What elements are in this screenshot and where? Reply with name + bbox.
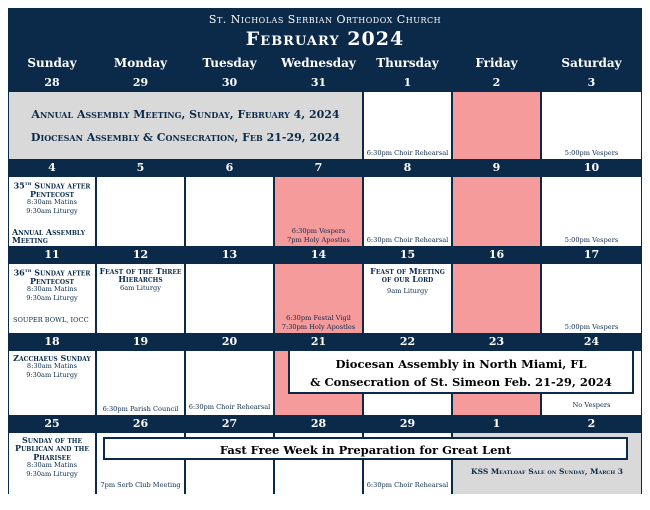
day-cell — [96, 177, 185, 246]
month-title: February 2024 — [245, 28, 405, 50]
day-cell — [452, 177, 541, 246]
event-parish-council: 6:30pm Parish Council — [102, 404, 179, 413]
day-cell — [541, 264, 642, 333]
day-cell — [185, 177, 274, 246]
event-vespers: 5:00pm Vespers — [564, 322, 619, 331]
day-cell — [8, 351, 96, 415]
day-number: 2 — [587, 417, 596, 430]
weekday-tuesday: Tuesday — [202, 56, 257, 70]
fast-free-text: Fast Free Week in Preparation for Great Lent — [219, 443, 512, 457]
sunday-service — [11, 354, 93, 379]
day-number: 14 — [310, 248, 327, 261]
sunday-title: 36th Sunday after Pentecost — [13, 267, 91, 287]
day-number: 26 — [132, 417, 149, 430]
day-number: 10 — [583, 161, 600, 174]
day-number: 11 — [44, 248, 60, 261]
matins: 8:30am Matins — [26, 198, 78, 207]
sunday-service — [11, 180, 93, 215]
holy-apostles: 7:30pm Holy Apostles — [281, 322, 356, 331]
day-number: 28 — [310, 417, 327, 430]
miami-banner — [288, 349, 634, 394]
day-number: 21 — [310, 335, 327, 348]
day-number: 31 — [310, 76, 327, 89]
weekday-thursday: Thursday — [376, 56, 439, 70]
sunday-service — [11, 267, 93, 302]
weekday-saturday: Saturday — [561, 56, 622, 70]
day-number: 15 — [399, 248, 416, 261]
banner-line-2: & Consecration of St. Simeon Feb. 21-29, 2024 — [310, 375, 612, 389]
souper-bowl: SOUPER BOWL, IOCC — [13, 316, 89, 324]
day-cell — [363, 92, 452, 159]
day-number: 19 — [132, 335, 149, 348]
event-serb-club: 7pm Serb Club Meeting — [100, 480, 181, 489]
day-number: 1 — [403, 76, 412, 89]
day-cell — [363, 264, 452, 333]
day-number: 4 — [48, 161, 56, 174]
liturgy: 9am Liturgy — [387, 286, 428, 295]
wednesday-events — [277, 227, 360, 244]
weekday-sunday: Sunday — [27, 56, 77, 70]
event-no-vespers: No Vespers — [572, 400, 611, 409]
day-number: 20 — [221, 335, 238, 348]
day-number: 16 — [488, 248, 505, 261]
day-number: 29 — [399, 417, 416, 430]
event-vespers: 5:00pm Vespers — [564, 235, 619, 244]
day-cell — [8, 264, 96, 333]
day-number: 7 — [314, 161, 323, 174]
day-number: 22 — [399, 335, 416, 348]
day-number: 30 — [221, 76, 238, 89]
day-number: 13 — [221, 248, 238, 261]
day-cell — [541, 92, 642, 159]
weekday-friday: Friday — [475, 56, 518, 70]
day-cell — [274, 264, 363, 333]
event-choir: 6:30pm Choir Rehearsal — [366, 148, 449, 157]
assembly-meeting: Annual Assembly Meeting — [12, 227, 86, 246]
day-cell — [452, 264, 541, 333]
matins: 8:30am Matins — [26, 461, 78, 470]
liturgy: 9:30am Liturgy — [26, 206, 78, 215]
day-cell — [96, 264, 185, 333]
liturgy: 6am Liturgy — [120, 283, 161, 292]
day-number: 1 — [492, 417, 501, 430]
day-cell — [8, 177, 96, 246]
weekday-wednesday: Wednesday — [281, 56, 356, 70]
notice-line-1: Annual Assembly Meeting, Sunday, February 4, 2024 — [31, 108, 340, 121]
event-vespers: 5:00pm Vespers — [564, 148, 619, 157]
liturgy: 9:30am Liturgy — [26, 293, 78, 302]
day-number: 6 — [225, 161, 234, 174]
event-choir: 6:30pm Choir Rehearsal — [366, 480, 449, 489]
wednesday-events — [277, 314, 360, 331]
calendar — [8, 8, 642, 494]
day-number: 28 — [44, 76, 60, 89]
event-choir: 6:30pm Choir Rehearsal — [366, 235, 449, 244]
sunday-service — [11, 436, 93, 478]
day-cell — [274, 177, 363, 246]
day-cell — [452, 92, 541, 159]
day-cell — [541, 177, 642, 246]
sunday-title: Sunday of the Publican and the Pharisee — [15, 435, 89, 462]
fast-free-banner — [103, 437, 628, 460]
day-number: 2 — [492, 76, 501, 89]
liturgy: 9:30am Liturgy — [26, 469, 78, 478]
day-cell — [363, 177, 452, 246]
festal-vigil: 6:30pm Festal Vigil — [286, 314, 351, 323]
day-cell — [8, 433, 96, 494]
day-number: 8 — [403, 161, 412, 174]
vespers: 6:30pm Vespers — [291, 227, 346, 236]
day-number: 24 — [583, 335, 600, 348]
day-cell — [185, 264, 274, 333]
feast-title: Feast of the Three Hierarchs — [99, 266, 182, 285]
day-number: 12 — [132, 248, 149, 261]
day-number: 23 — [488, 335, 505, 348]
sunday-title: 35th Sunday after Pentecost — [13, 180, 91, 200]
day-number: 17 — [583, 248, 600, 261]
matins: 8:30am Matins — [26, 285, 78, 294]
day-number: 5 — [136, 161, 145, 174]
church-name: St. Nicholas Serbian Orthodox Church — [208, 13, 442, 26]
day-number: 18 — [44, 335, 60, 348]
liturgy: 9:30am Liturgy — [26, 370, 78, 379]
feast-title: Feast of Meeting of our Lord — [370, 266, 445, 285]
notice-line-2: Diocesan Assembly & Consecration, Feb 21-29, 2024 — [30, 131, 341, 144]
day-number: 3 — [587, 76, 596, 89]
meatloaf-sale: KSS Meatloaf Sale on Sunday, March 3 — [471, 467, 623, 476]
banner-line-1: Diocesan Assembly in North Miami, FL — [335, 357, 587, 371]
sunday-title: Zacchaeus Sunday — [13, 353, 91, 363]
day-cell — [96, 351, 185, 415]
feast-three-hierarchs — [99, 267, 182, 292]
event-choir: 6:30pm Choir Rehearsal — [188, 402, 271, 411]
feast-meeting-of-lord — [366, 267, 449, 295]
assembly-notice — [8, 92, 363, 159]
day-cell — [185, 351, 274, 415]
day-number: 9 — [492, 161, 501, 174]
holy-apostles: 7pm Holy Apostles — [287, 235, 350, 244]
day-number: 29 — [132, 76, 149, 89]
day-number: 25 — [44, 417, 60, 430]
day-number: 27 — [221, 417, 238, 430]
matins: 8:30am Matins — [26, 362, 78, 371]
weekday-monday: Monday — [113, 56, 168, 70]
